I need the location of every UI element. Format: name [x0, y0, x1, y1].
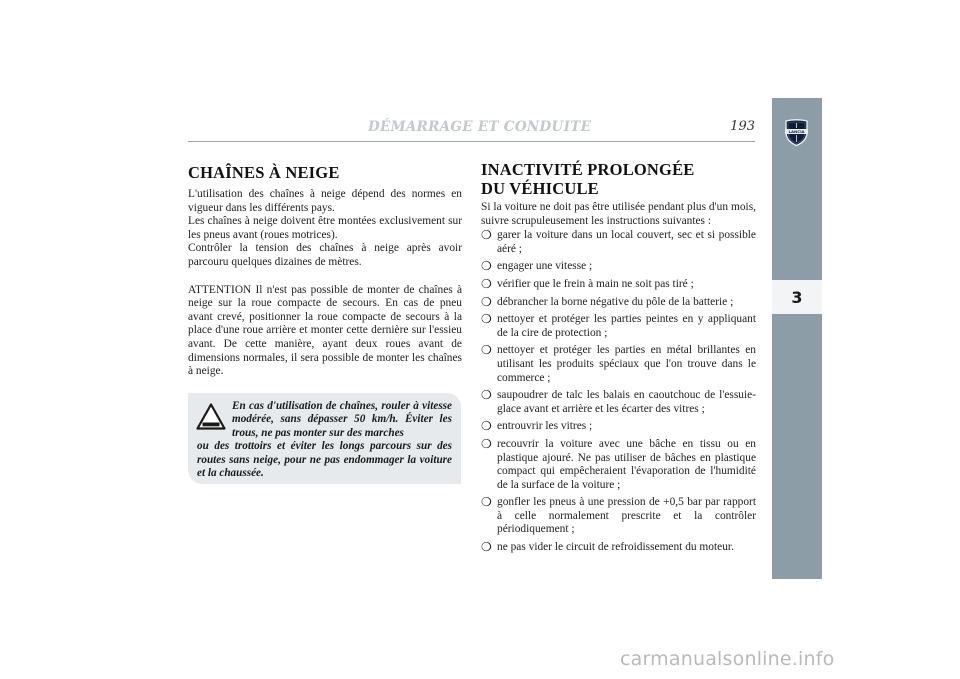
- bullet-icon: ❍: [481, 436, 492, 451]
- bullet-icon: ❍: [481, 294, 492, 309]
- list-item-text: engager une vitesse ;: [497, 260, 593, 273]
- intro-paragraph: Si la voiture ne doit pas être utilisée pendant plus d'un mois, suivre scrupuleusement les instructions suivantes :: [481, 201, 756, 227]
- snow-chains-heading: CHAÎNES À NEIGE: [188, 163, 340, 182]
- page-header: [188, 119, 755, 143]
- bullet-icon: ❍: [481, 259, 492, 274]
- header-rule: [188, 141, 755, 142]
- chapter-number: 3: [772, 280, 822, 314]
- inactivity-section: [481, 160, 756, 559]
- list-item-text: nettoyer et protéger les parties peintes en y appliquant de la cire de protection ;: [497, 313, 756, 339]
- bullet-icon: ❍: [481, 540, 492, 555]
- bullet-icon: ❍: [481, 276, 492, 291]
- warning-text-indented: En cas d'utilisation de chaînes, rouler à vitesse modérée, sans dépasser 50 km/h. Éviter les trous, ne pas monter sur des marches: [232, 400, 452, 439]
- list-item-text: vérifier que le frein à main ne soit pas tiré ;: [497, 277, 694, 290]
- snow-chains-section: [188, 163, 462, 379]
- bullet-icon: ❍: [481, 419, 492, 434]
- list-item-text: débrancher la borne négative du pôle de la batterie ;: [497, 295, 734, 308]
- warning-box: [188, 393, 461, 484]
- heading-line: DU VÉHICULE: [481, 179, 599, 198]
- bullet-icon: ❍: [481, 228, 492, 243]
- paragraph: Les chaînes à neige doivent être montées exclusivement sur les pneus avant (roues motrices).: [188, 215, 462, 241]
- list-item: [481, 296, 756, 310]
- list-item: [481, 278, 756, 292]
- paragraph: Contrôler la tension des chaînes à neige après avoir parcouru quelques dizaines de mètres.: [188, 242, 462, 268]
- list-item-text: nettoyer et protéger les parties en métal brillantes en utilisant les produits spéciaux que l'on trouve dans le commerce ;: [497, 344, 756, 384]
- warning-text: [197, 400, 452, 480]
- list-item: [481, 260, 756, 274]
- heading-line: INACTIVITÉ PROLONGÉE: [481, 160, 695, 179]
- attention-paragraph: ATTENTION Il n'est pas possible de monter de chaînes à neige sur la roue compacte de secours. En cas de pneu avant crevé, positionner la roue compacte de secours à la place d'une roue arrière et monter cette dernière sur l'essieu avant. De cette manière, ayant deux roues avant de dimensions normales, il sera possible de monter les chaînes à neige.: [188, 283, 462, 378]
- list-item-text: entrouvrir les vitres ;: [497, 420, 593, 433]
- bullet-icon: ❍: [481, 343, 492, 358]
- list-item: [481, 229, 756, 256]
- page-number: 193: [730, 119, 755, 134]
- list-item-text: gonfler les pneus à une pression de +0,5 bar par rapport à celle normalement prescrite et la contrôler périodiquement ;: [497, 496, 756, 536]
- list-item: [481, 496, 756, 537]
- list-item-text: garer la voiture dans un local couvert, sec et si possible aéré ;: [497, 229, 756, 255]
- list-item: [481, 541, 756, 555]
- inactivity-heading: [481, 160, 756, 198]
- bullet-icon: ❍: [481, 495, 492, 510]
- section-title: DÉMARRAGE ET CONDUITE: [368, 119, 592, 135]
- warning-text-rest: ou des trottoirs et éviter les longs parcours sur des routes sans neige, pour ne pas endommager la voiture et la chaussée.: [197, 440, 452, 480]
- svg-text:LANCIA: LANCIA: [788, 129, 805, 134]
- list-item: [481, 420, 756, 434]
- watermark: carmanualsonline.info: [620, 648, 835, 670]
- warning-triangle-icon: [196, 403, 226, 430]
- bullet-icon: ❍: [481, 388, 492, 403]
- list-item: [481, 313, 756, 340]
- list-item-text: ne pas vider le circuit de refroidissement du moteur.: [497, 541, 734, 554]
- paragraph: L'utilisation des chaînes à neige dépend des normes en vigueur dans les différents pays.: [188, 188, 462, 214]
- list-item-text: saupoudrer de talc les balais en caoutchouc de l'essuie-glace avant et arrière et les écarter des vitres ;: [497, 389, 756, 415]
- list-item: [481, 438, 756, 492]
- instructions-list: [481, 229, 756, 554]
- chapter-sidebar: [772, 98, 822, 579]
- bullet-icon: ❍: [481, 312, 492, 327]
- lancia-logo-icon: [782, 118, 811, 147]
- list-item-text: recouvrir la voiture avec une bâche en tissu ou en plastique ajouré. Ne pas utiliser de bâches en plastique compact qui empêcheraient l'évaporation de l'humidité de la surface de la voiture ;: [497, 437, 756, 491]
- list-item: [481, 344, 756, 385]
- list-item: [481, 389, 756, 416]
